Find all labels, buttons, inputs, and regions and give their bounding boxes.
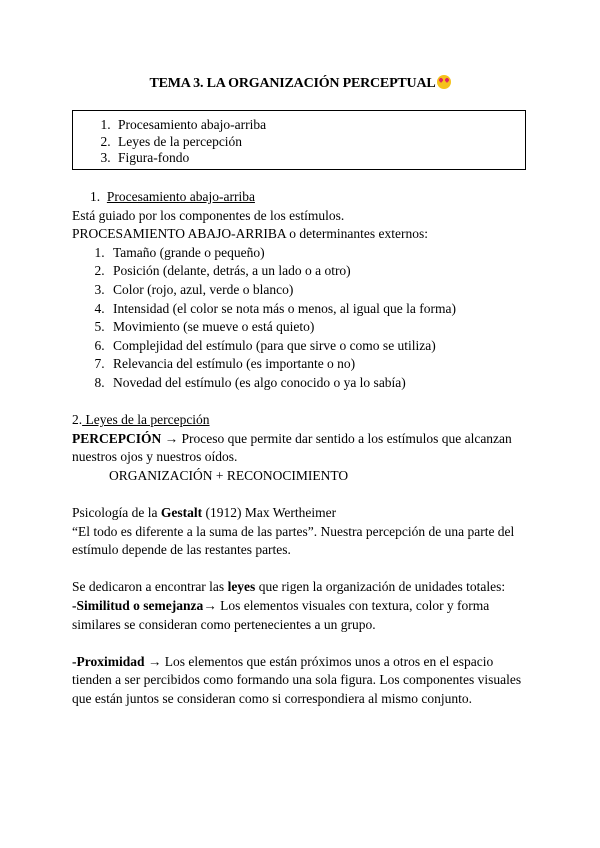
list-item: 3. Color (rojo, azul, verde o blanco) (108, 281, 532, 300)
list-item: 4. Intensidad (el color se nota más o menos, al igual que la forma) (108, 300, 532, 319)
gestalt-quote: “El todo es diferente a la suma de las partes”. Nuestra percepción de una parte del estímulo depende de las restantes partes. (72, 523, 515, 558)
table-of-contents-box (72, 110, 526, 170)
formula: ORGANIZACIÓN + RECONOCIMIENTO (109, 467, 349, 483)
list-item: 7. Relevancia del estímulo (es importante o no) (108, 355, 532, 374)
list-item: 5. Movimiento (se mueve o está quieto) (108, 318, 532, 337)
list-item: 1. Tamaño (grande o pequeño) (108, 244, 532, 263)
section1-line2: PROCESAMIENTO ABAJO-ARRIBA o determinantes externos: (72, 226, 428, 242)
list-item: 8. Novedad del estímulo (es algo conocido o ya lo sabía) (108, 374, 532, 393)
section1-heading: 1. Procesamiento abajo-arriba (90, 189, 255, 204)
toc-item: 3. Figura-fondo (114, 150, 525, 167)
leyes-intro: Se dedicaron a encontrar las leyes que rigen la organización de unidades totales: (72, 579, 506, 595)
toc-item: 2. Leyes de la percepción (114, 134, 525, 151)
heart-eyes-emoji-icon (437, 75, 451, 89)
gestalt-line: Psicología de la Gestalt (1912) Max Wertheimer (72, 505, 337, 521)
percepcion-definition: PERCEPCIÓN → Proceso que permite dar sentido a los estímulos que alcanzan nuestros ojos y nuestros oídos. (72, 430, 512, 465)
determinants-list (72, 244, 532, 393)
list-item: 6. Complejidad del estímulo (para que sirve o como se utiliza) (108, 337, 532, 356)
document-title (0, 75, 600, 92)
title-text: TEMA 3. LA ORGANIZACIÓN PERCEPTUAL (149, 76, 436, 91)
proximidad-law: -Proximidad → Los elementos que están próximos unos a otros en el espacio tienden a ser percibidos como formando una sola figura. Los componentes visuales que están juntos se consideran como si correspondiera al mismo conjunto. (72, 653, 522, 707)
section2-heading: 2. Leyes de la percepción (72, 412, 210, 428)
section1-line1: Está guiado por los componentes de los estímulos. (72, 207, 345, 223)
toc-item: 1. Procesamiento abajo-arriba (114, 117, 525, 134)
similitud-law: -Similitud o semejanza→ Los elementos visuales con textura, color y forma similares se consideran como pertenecientes a un grupo. (72, 598, 490, 632)
document-body (72, 188, 532, 709)
list-item: 2. Posición (delante, detrás, a un lado o a otro) (108, 262, 532, 281)
